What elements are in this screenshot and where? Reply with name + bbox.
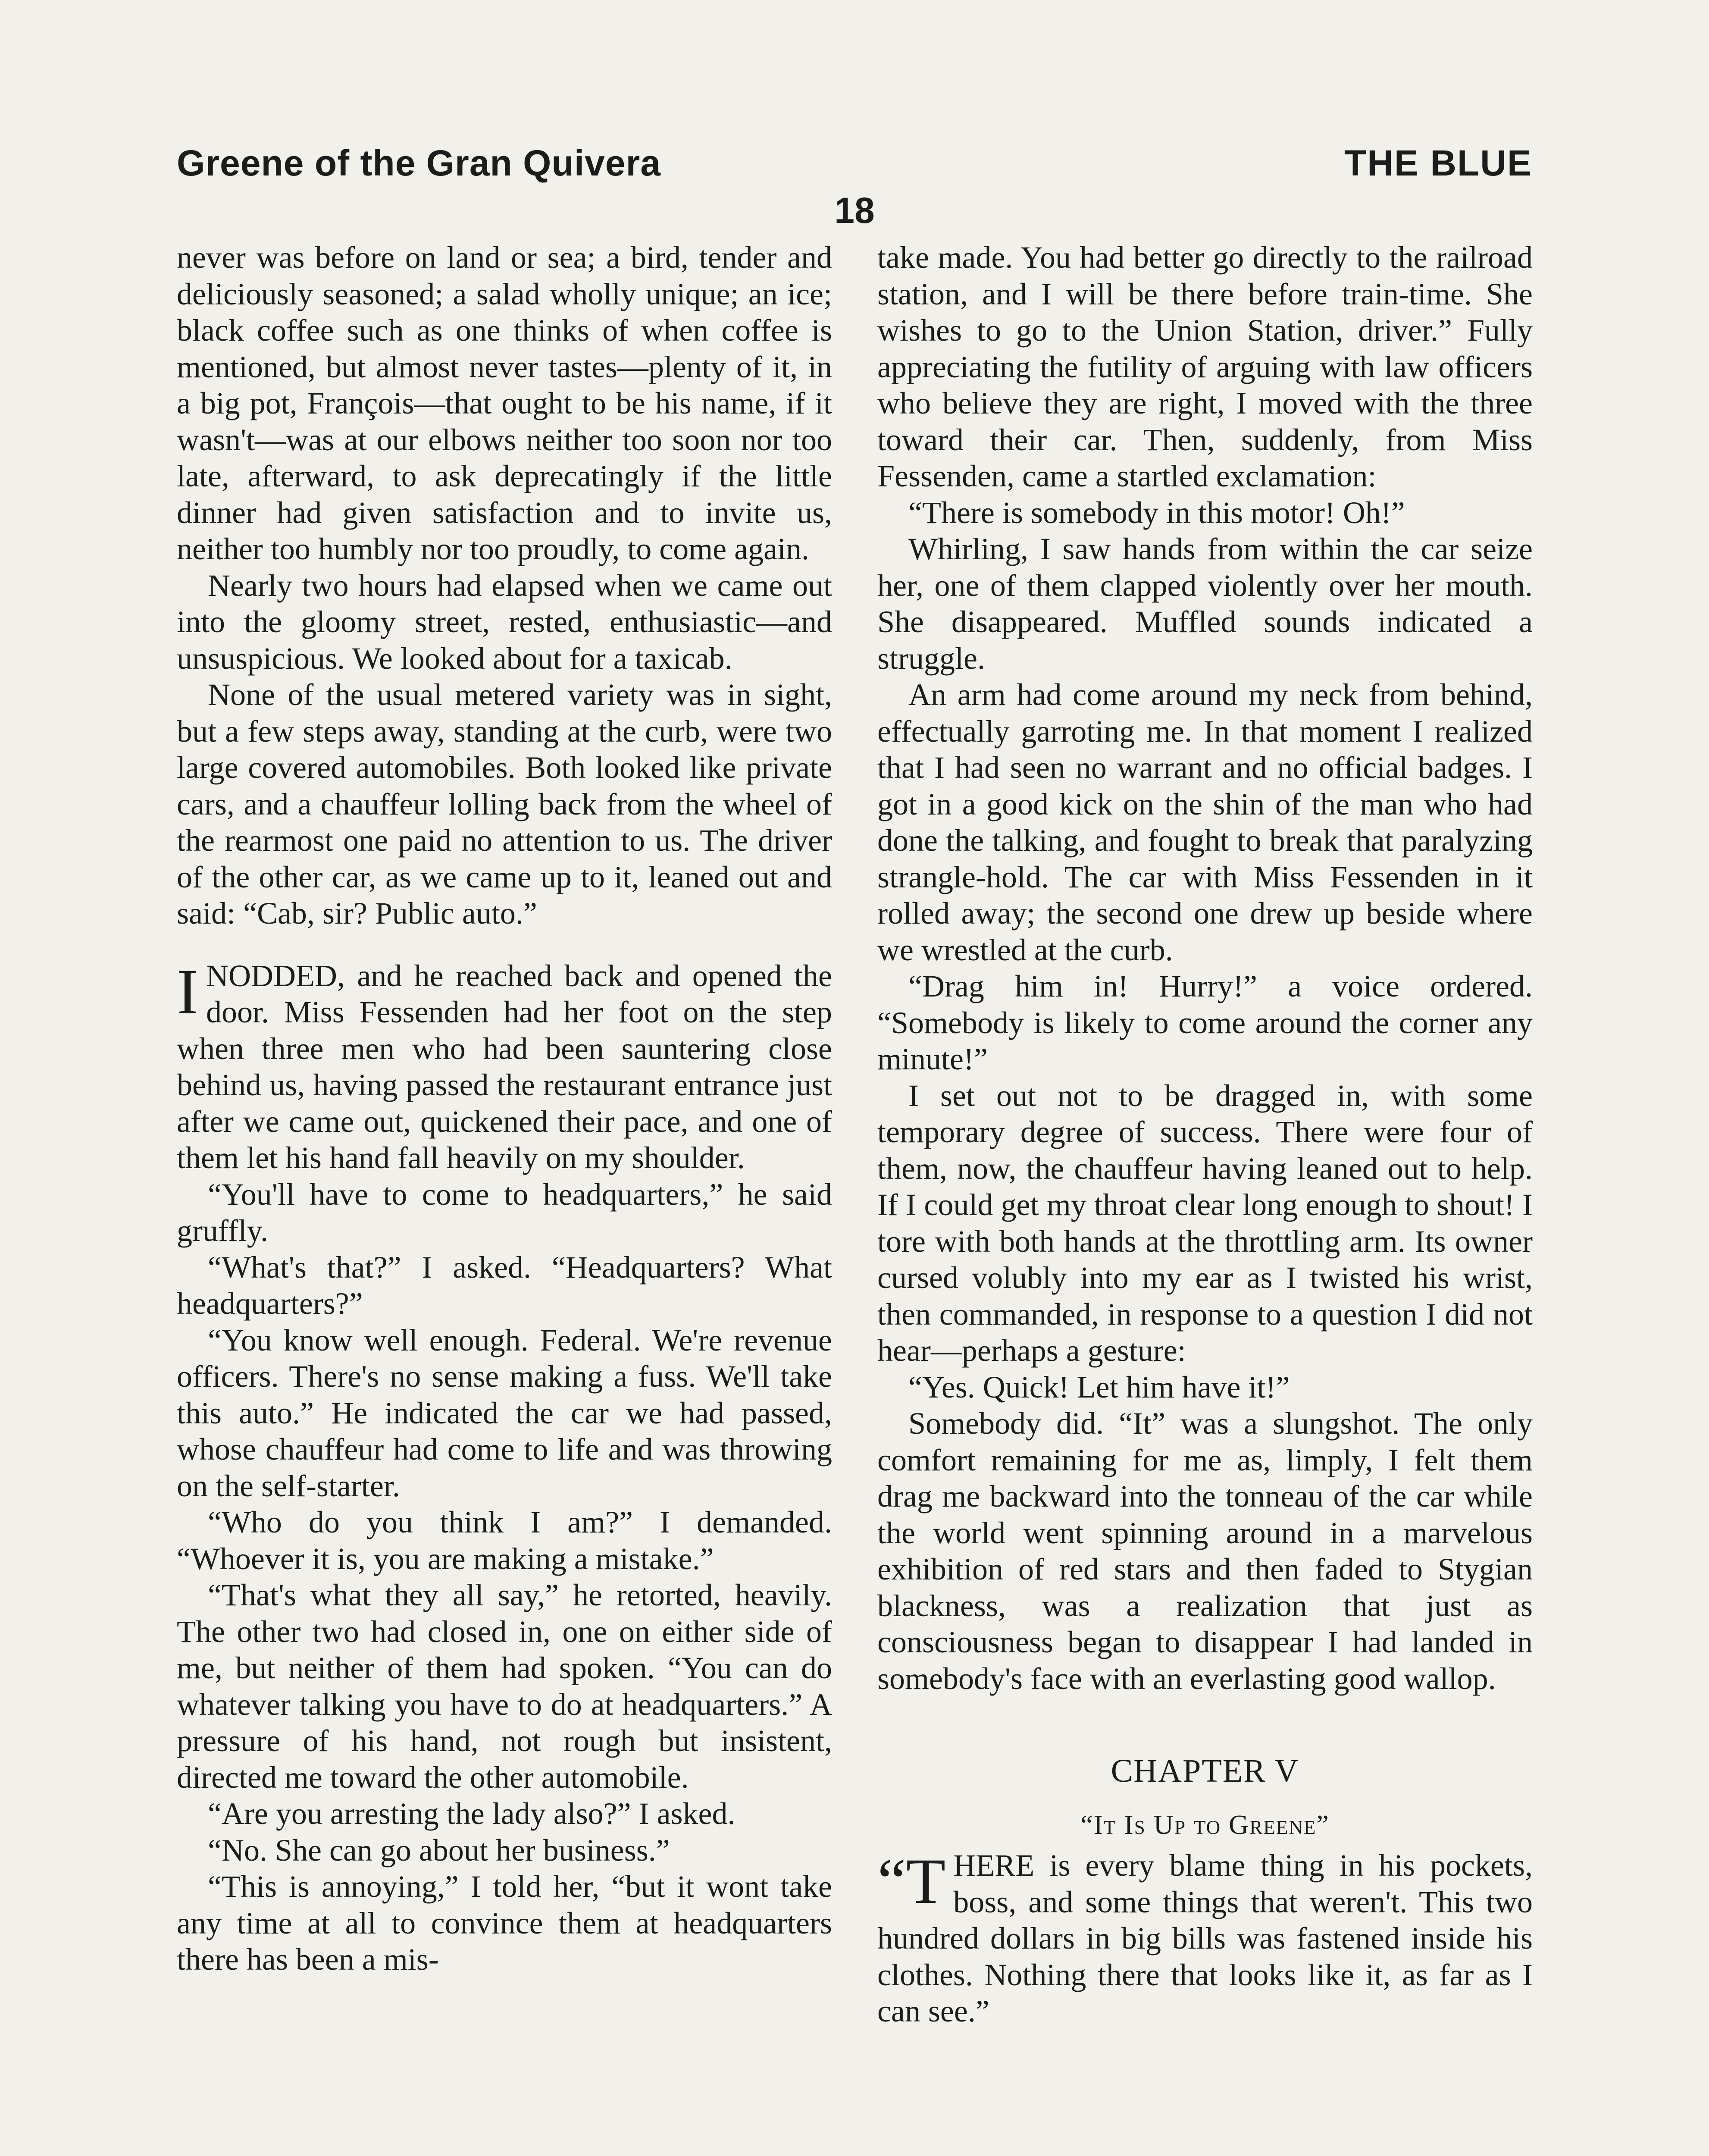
paragraph: Nearly two hours had elapsed when we came out into the gloomy street, rested, enthusiastic—and unsuspicious. We looked about for a taxicab. [177, 568, 832, 676]
paragraph: “Who do you think I am?” I demanded. “Whoever it is, you are making a mistake.” [177, 1505, 832, 1576]
paragraph: “What's that?” I asked. “Headquarters? What headquarters?” [177, 1250, 832, 1321]
paragraph: “Yes. Quick! Let him have it!” [908, 1369, 1290, 1404]
page-number: 18 [834, 190, 875, 231]
paragraph: “There is somebody in this motor! Oh!” [908, 495, 1405, 530]
paragraph: None of the usual metered variety was in sight, but a few steps away, standing at the curb, were two large covered automobiles. Both looked like private cars, and a chauffeur lolling back from the wheel of the rearmost one paid no attention to us. The driver of the other car, as we came up to it, leaned out and said: “Cab, sir? Public auto.” [177, 677, 832, 931]
paragraph: Whirling, I saw hands from within the car seize her, one of them clapped violently over her mouth. She disappeared. Muffled sounds indicated a struggle. [877, 532, 1533, 676]
paragraph: “Are you arresting the lady also?” I asked. [208, 1796, 736, 1831]
paragraph-dropcap [177, 958, 832, 1176]
paragraph-text: HERE is every blame thing in his pockets, boss, and some things that weren't. This two hundred dollars in big bills was fastened inside his clothes. Nothing there that looks like it, as far as I can see.” [877, 1848, 1533, 2028]
paragraph: “You know well enough. Federal. We're revenue officers. There's no sense making a fuss. We'll take this auto.” He indicated the car we had passed, whose chauffeur had come to life and was throwing on the self-starter. [177, 1322, 832, 1503]
paragraph: take made. You had better go directly to the railroad station, and I will be there before train-time. She wishes to go to the Union Station, driver.” Fully appreciating the futility of arguing with law officers who believe they are right, I moved with the three toward their car. Then, suddenly, from Miss Fessenden, came a startled exclamation: [877, 240, 1533, 493]
magazine-title: THE BLUE [1344, 143, 1532, 183]
paragraph: An arm had come around my neck from behind, effectually garroting me. In that moment I realized that I had seen no warrant and no official badges. I got in a good kick on the shin of the man who had done the talking, and fought to break that paralyzing strangle-hold. The car with Miss Fessenden in it rolled away; the second one drew up beside where we wrestled at the curb. [877, 677, 1533, 967]
right-column [877, 239, 1533, 2030]
paragraph-dropcap [877, 1847, 1533, 2030]
drop-cap: I [177, 956, 198, 1028]
page-header [0, 0, 1709, 190]
paragraph: never was before on land or sea; a bird, tender and deliciously seasoned; a salad wholly unique; an ice; black coffee such as one thinks of when coffee is mentioned, but almost never tastes—plenty of it, in a big pot, François—that ought to be his name, if it wasn't—was at our elbows neither too soon nor too late, afterward, to ask deprecatingly if the little dinner had given satisfaction and to invite us, neither too humbly nor too proudly, to come again. [177, 240, 832, 566]
paragraph-text: NODDED, and he reached back and opened the door. Miss Fessenden had her foot on the step when three men who had been sauntering close behind us, having passed the restaurant entrance just after we came out, quickened their pace, and one of them let his hand fall heavily on my shoulder. [177, 958, 832, 1175]
paragraph: Somebody did. “It” was a slungshot. The only comfort remaining for me as, limply, I felt them drag me backward into the tonneau of the car while the world went spinning around in a marvelous exhibition of red stars and then faded to Stygian blackness, was a realization that just as consciousness began to disappear I had landed in somebody's face with an everlasting good wallop. [877, 1406, 1533, 1696]
running-title: Greene of the Gran Quivera [177, 143, 661, 183]
chapter-heading: CHAPTER V [1111, 1753, 1299, 1789]
paragraph: “No. She can go about her business.” [208, 1833, 670, 1868]
paragraph: “Drag him in! Hurry!” a voice ordered. “Somebody is likely to come around the corner any minute!” [877, 969, 1533, 1076]
paragraph: “You'll have to come to headquarters,” he said gruffly. [177, 1177, 832, 1248]
paragraph: “That's what they all say,” he retorted, heavily. The other two had closed in, one on either side of me, but neither of them had spoken. “You can do whatever talking you have to do at headquarters.” A pressure of his hand, not rough but insistent, directed me toward the other automobile. [177, 1578, 832, 1795]
left-column [177, 239, 832, 1978]
drop-cap: “T [877, 1846, 946, 1917]
chapter-subtitle: “It Is Up to Greene” [1080, 1809, 1330, 1840]
paragraph: “This is annoying,” I told her, “but it wont take any time at all to convince them at headquarters there has been a mis- [177, 1869, 832, 1977]
paragraph: I set out not to be dragged in, with some temporary degree of success. There were four of them, now, the chauffeur having leaned out to help. If I could get my throat clear long enough to shout! I tore with both hands at the throttling arm. Its owner cursed volubly into my ear as I twisted his wrist, then commanded, in response to a question I did not hear—perhaps a gesture: [877, 1078, 1533, 1368]
